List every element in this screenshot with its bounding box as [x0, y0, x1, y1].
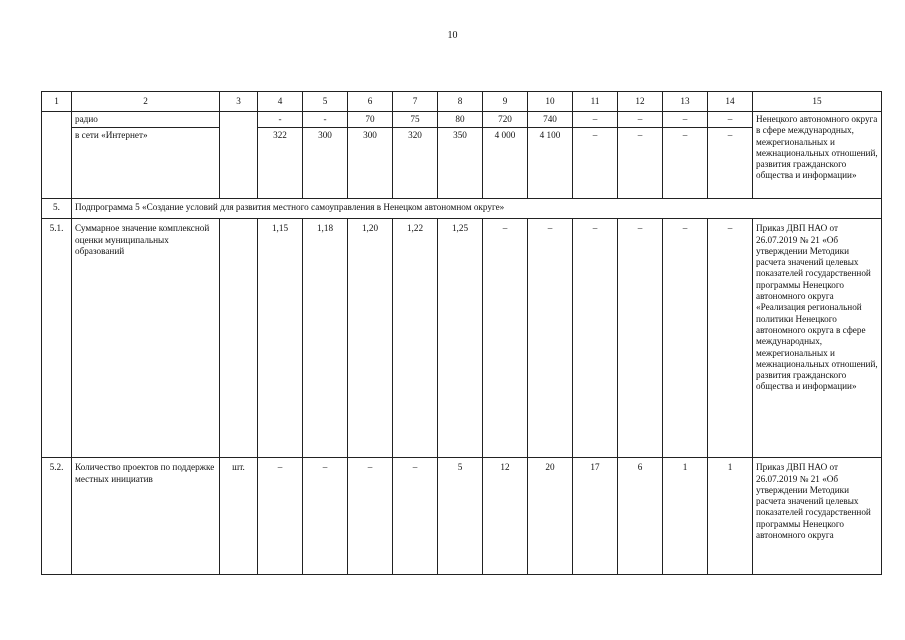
header-cell: 14: [708, 92, 753, 112]
value-cell: –: [303, 458, 348, 575]
value-cell: 720: [483, 112, 528, 128]
indicator-name-radio: радио: [72, 112, 220, 128]
value-cell: 322: [258, 128, 303, 199]
table-row-subprogram-5: [42, 199, 882, 219]
value-cell: 1,18: [303, 219, 348, 458]
value-cell: 350: [438, 128, 483, 199]
indicator-name-internet: в сети «Интернет»: [72, 128, 220, 199]
value-cell: 1,25: [438, 219, 483, 458]
value-cell: –: [483, 219, 528, 458]
value-cell: 70: [348, 112, 393, 128]
row-num-cell: 5.2.: [42, 458, 72, 575]
table-row-5-2: [42, 458, 882, 575]
row-num-cell: 5.1.: [42, 219, 72, 458]
header-cell: 15: [753, 92, 882, 112]
header-cell: 4: [258, 92, 303, 112]
value-cell: 740: [528, 112, 573, 128]
value-cell: -: [303, 112, 348, 128]
value-cell: 12: [483, 458, 528, 575]
value-cell: 5: [438, 458, 483, 575]
table-header-row: [42, 92, 882, 112]
value-cell: –: [663, 112, 708, 128]
value-cell: 1,15: [258, 219, 303, 458]
source-cell: Ненецкого автономного округа в сфере международных, межрегиональных и межнациональных отношений, развития гражданского общества и информации»: [753, 112, 882, 199]
header-cell: 8: [438, 92, 483, 112]
row-num-cell: [42, 112, 72, 199]
unit-cell: [220, 219, 258, 458]
header-cell: 2: [72, 92, 220, 112]
table-row-radio: [42, 112, 882, 128]
value-cell: –: [573, 112, 618, 128]
value-cell: –: [708, 112, 753, 128]
value-cell: 75: [393, 112, 438, 128]
value-cell: 1: [708, 458, 753, 575]
value-cell: –: [393, 458, 438, 575]
value-cell: 1: [663, 458, 708, 575]
value-cell: 300: [303, 128, 348, 199]
value-cell: 4 000: [483, 128, 528, 199]
unit-cell: [220, 112, 258, 199]
value-cell: –: [663, 128, 708, 199]
value-cell: –: [348, 458, 393, 575]
header-cell: 11: [573, 92, 618, 112]
value-cell: –: [708, 219, 753, 458]
row-num-cell: 5.: [42, 199, 72, 219]
value-cell: 1,22: [393, 219, 438, 458]
value-cell: –: [528, 219, 573, 458]
value-cell: 4 100: [528, 128, 573, 199]
value-cell: –: [618, 219, 663, 458]
value-cell: 20: [528, 458, 573, 575]
source-cell: Приказ ДВП НАО от 26.07.2019 № 21 «Об утверждении Методики расчета значений целевых показателей государственной программы Ненецкого автономного округа «Реализация региональной политики Ненецкого автономного округа в сфере международных, межрегиональных и межнациональных отношений, развития гражданского общества и информации»: [753, 219, 882, 458]
subprogram-title: Подпрограмма 5 «Создание условий для развития местного самоуправления в Ненецком автономном округе»: [72, 199, 882, 219]
header-cell: 1: [42, 92, 72, 112]
value-cell: –: [573, 219, 618, 458]
header-cell: 12: [618, 92, 663, 112]
header-cell: 13: [663, 92, 708, 112]
header-cell: 10: [528, 92, 573, 112]
value-cell: 17: [573, 458, 618, 575]
value-cell: 1,20: [348, 219, 393, 458]
value-cell: 320: [393, 128, 438, 199]
value-cell: -: [258, 112, 303, 128]
indicators-table: [41, 91, 882, 575]
header-cell: 6: [348, 92, 393, 112]
header-cell: 5: [303, 92, 348, 112]
value-cell: –: [663, 219, 708, 458]
value-cell: 80: [438, 112, 483, 128]
header-cell: 9: [483, 92, 528, 112]
header-cell: 7: [393, 92, 438, 112]
table-row-5-1: [42, 219, 882, 458]
value-cell: –: [573, 128, 618, 199]
value-cell: –: [618, 112, 663, 128]
source-cell: Приказ ДВП НАО от 26.07.2019 № 21 «Об утверждении Методики расчета значений целевых показателей государственной программы Ненецкого автономного округа: [753, 458, 882, 575]
value-cell: –: [618, 128, 663, 199]
value-cell: –: [708, 128, 753, 199]
value-cell: 6: [618, 458, 663, 575]
page-number: 10: [447, 30, 458, 41]
indicator-name-cell: Количество проектов по поддержке местных инициатив: [72, 458, 220, 575]
value-cell: –: [258, 458, 303, 575]
indicator-name-cell: Суммарное значение комплексной оценки муниципальных образований: [72, 219, 220, 458]
unit-cell: шт.: [220, 458, 258, 575]
header-cell: 3: [220, 92, 258, 112]
value-cell: 300: [348, 128, 393, 199]
